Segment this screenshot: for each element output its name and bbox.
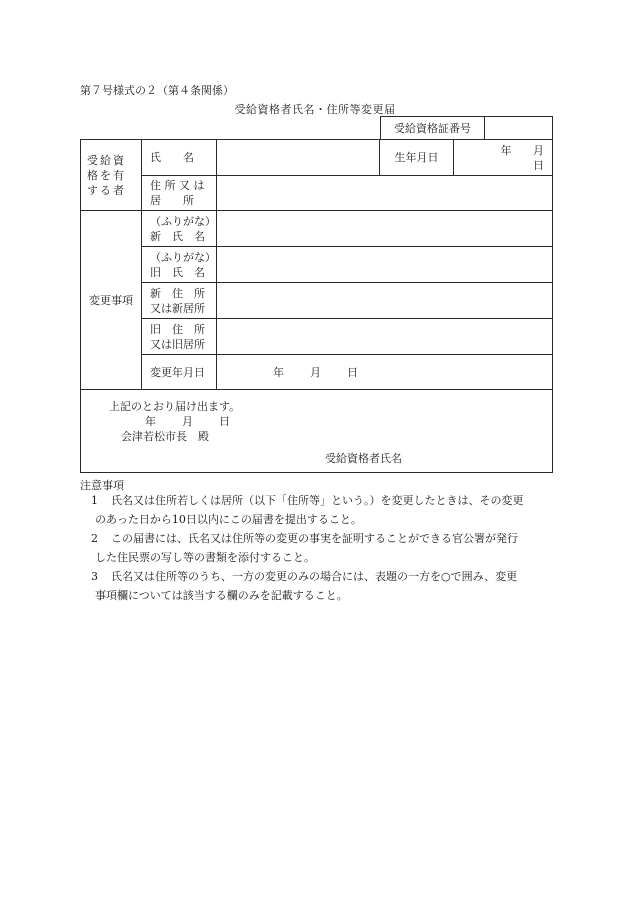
declaration-section	[81, 390, 553, 473]
certificate-number-field[interactable]	[485, 117, 553, 140]
birth-day-unit: 日	[533, 158, 544, 172]
note-text-line1: 氏名又は住所若しくは居所（以下「住所等」という。）を変更したときは、その変更	[111, 494, 524, 507]
old-address-label-line2: 又は旧居所	[150, 337, 205, 351]
old-address-label	[142, 319, 217, 355]
form-number-label: 第７号様式の２（第４条関係）	[80, 84, 234, 97]
new-name-field[interactable]	[217, 211, 553, 247]
birth-month-unit: 月	[533, 143, 544, 157]
name-field[interactable]	[217, 140, 380, 176]
signer-name-label: 受給資格者氏名	[325, 452, 402, 465]
new-name-label	[142, 211, 217, 247]
new-address-label-line1: 新 住 所	[150, 286, 205, 300]
declaration-month-unit: 月	[182, 415, 193, 428]
old-address-label-line1: 旧 住 所	[150, 322, 205, 336]
change-month-unit: 月	[310, 365, 321, 379]
birth-date-field[interactable]	[454, 140, 553, 176]
new-address-label-line2: 又は新居所	[150, 301, 205, 315]
old-name-label	[142, 247, 217, 283]
old-name-field[interactable]	[217, 247, 553, 283]
note-number: 2	[91, 532, 98, 545]
change-day-unit: 日	[347, 365, 358, 379]
birth-year-unit: 年	[500, 143, 512, 157]
declaration-year-unit: 年	[145, 415, 156, 428]
note-text-line2: した住民票の写し等の書類を添付すること。	[95, 551, 315, 564]
address-label-line1: 住 所 又 は	[150, 179, 205, 192]
note-item-3	[91, 567, 553, 605]
declaration-day-unit: 日	[219, 415, 230, 428]
change-year-unit: 年	[273, 365, 284, 379]
note-text-line2: 事項欄については該当する欄のみを記載すること。	[95, 589, 348, 602]
certificate-number-label: 受給資格証番号	[381, 117, 485, 140]
new-name-text: 新 氏 名	[150, 229, 205, 243]
birth-date-label: 生年月日	[380, 140, 454, 176]
new-address-label	[142, 283, 217, 319]
note-number: 1	[91, 494, 98, 507]
note-text-line1: この届書には、氏名又は住所等の変更の事実を証明することができる官公署が発行	[111, 532, 518, 545]
declaration-date[interactable]	[145, 414, 230, 429]
address-label	[142, 176, 217, 211]
addressee: 会津若松市長 殿	[121, 430, 209, 443]
old-name-furigana-label: （ふりがな）	[150, 250, 216, 264]
holder-group-label: 受給資格を有する者	[81, 140, 142, 211]
declaration-statement: 上記のとおり届け出ます。	[109, 400, 241, 413]
note-item-2	[91, 529, 553, 567]
notes-heading: 注意事項	[80, 479, 124, 492]
note-text-line2: のあった日から10日以内にこの届書を提出すること。	[95, 513, 362, 526]
note-item-1	[91, 491, 553, 529]
name-label: 氏 名	[142, 140, 217, 176]
document-title: 受給資格者氏名・住所等変更届	[234, 103, 396, 116]
new-name-furigana-label: （ふりがな）	[150, 214, 216, 228]
old-name-text: 旧 氏 名	[150, 265, 205, 279]
certificate-number-table	[380, 116, 553, 140]
main-form-table	[80, 139, 553, 473]
old-address-field[interactable]	[217, 319, 553, 355]
address-label-line2: 居 所	[150, 194, 194, 207]
note-number: 3	[91, 570, 98, 583]
change-date-label: 変更年月日	[142, 355, 217, 390]
new-address-field[interactable]	[217, 283, 553, 319]
change-group-label: 変更事項	[81, 211, 142, 390]
note-text-line1: 氏名又は住所等のうち、一方の変更のみの場合には、表題の一方を○で囲み、変更	[111, 570, 518, 583]
address-field[interactable]	[217, 176, 553, 211]
change-date-field[interactable]	[217, 355, 553, 390]
